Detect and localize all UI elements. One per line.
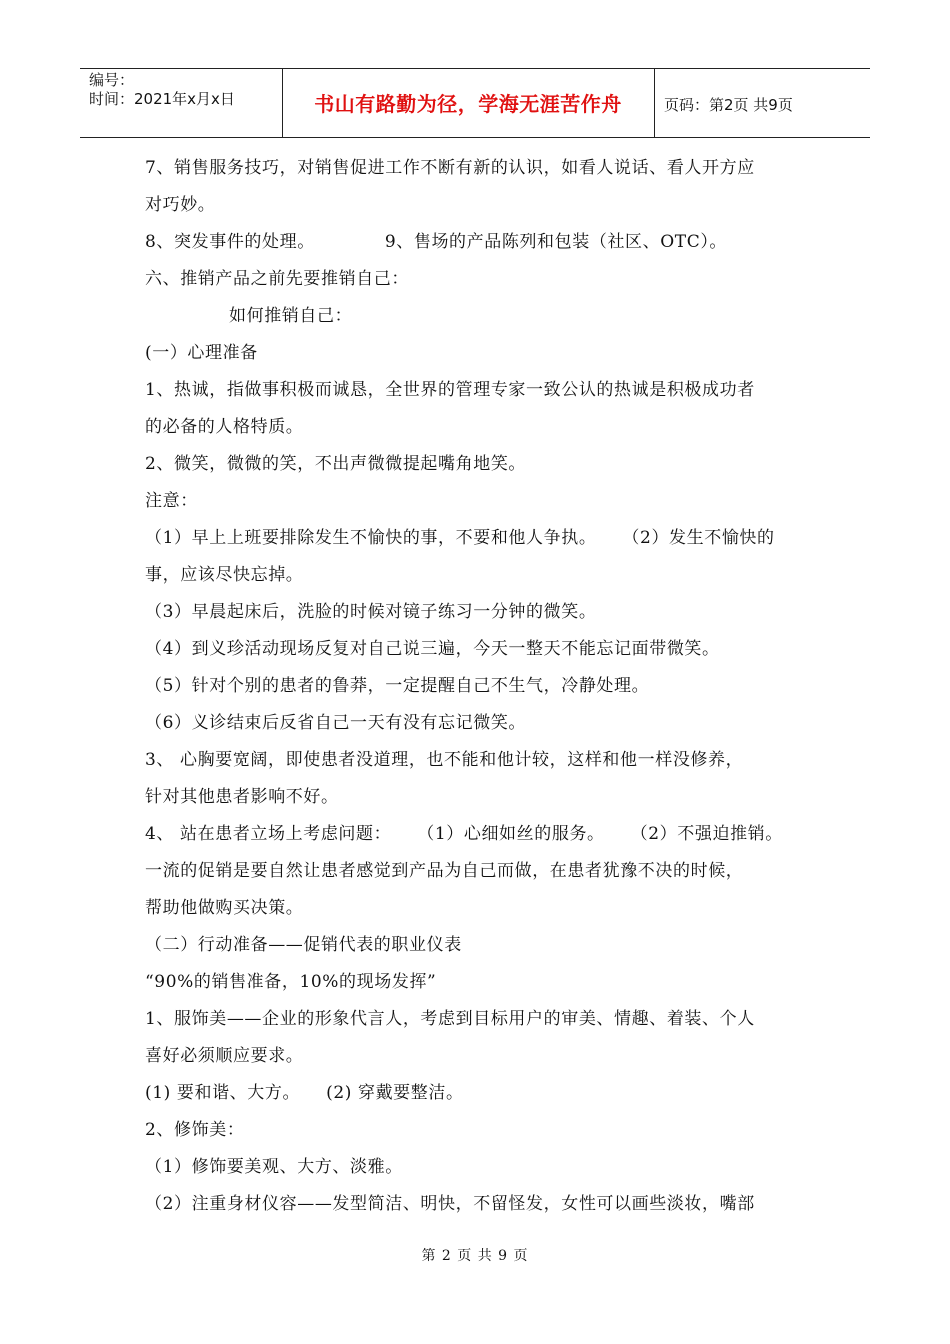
list-item: （6）义诊结束后反省自己一天有没有忘记微笑。: [145, 713, 527, 733]
list-item: (2) 穿戴要整洁。: [326, 1083, 464, 1103]
list-item: （1）心细如丝的服务。: [417, 824, 605, 844]
paragraph-line: 2、修饰美：: [145, 1120, 245, 1140]
list-item: （1）修饰要美观、大方、淡雅。: [145, 1157, 403, 1177]
note-heading: 注意：: [145, 491, 198, 511]
paragraph-line: 的必备的人格特质。: [145, 417, 304, 437]
paragraph-line: [145, 816, 813, 853]
quote-line: “90%的销售准备，10%的现场发挥”: [145, 972, 437, 992]
subsection-heading: （二）行动准备——促销代表的职业仪表: [145, 935, 462, 955]
page-header-table: [80, 68, 870, 138]
paragraph-line: 事，应该尽快忘掉。: [145, 565, 304, 585]
list-item: （3）早晨起床后，洗脸的时候对镜子练习一分钟的微笑。: [145, 602, 597, 622]
paragraph-line: 对巧妙。: [145, 195, 216, 215]
header-motto: 书山有路勤为径，学海无涯苦作舟: [314, 92, 622, 116]
paragraph-line: [145, 224, 813, 261]
list-item: （5）针对个别的患者的鲁莽，一定提醒自己不生气，冷静处理。: [145, 676, 650, 696]
page-footer: 第 2 页 共 9 页: [421, 1248, 529, 1264]
section-heading: 六、推销产品之前先要推销自己：: [145, 269, 409, 289]
header-meta-cell: [80, 69, 282, 137]
list-item: 8、突发事件的处理。: [145, 232, 315, 252]
subsection-heading: 如何推销自己：: [229, 306, 353, 326]
document-body: [145, 150, 813, 1223]
list-item: 9、售场的产品陈列和包装（社区、OTC）。: [384, 232, 728, 252]
paragraph-line: 3、 心胸要宽阔，即使患者没道理，也不能和他计较，这样和他一样没修养，: [145, 750, 744, 770]
header-page-info: 页码：第2页 共9页: [664, 96, 793, 114]
paragraph-line: 针对其他患者影响不好。: [145, 787, 339, 807]
header-divider: [654, 69, 655, 137]
subsection-heading: (一）心理准备: [145, 343, 258, 363]
list-item: (1) 要和谐、大方。: [145, 1083, 301, 1103]
paragraph-line: （2）注重身材仪容——发型简洁、明快，不留怪发，女性可以画些淡妆，嘴部: [145, 1194, 755, 1214]
list-item: （1）早上上班要排除发生不愉快的事，不要和他人争执。: [145, 528, 597, 548]
list-item: （2）不强迫推销。: [630, 824, 783, 844]
paragraph-line: 7、销售服务技巧，对销售促进工作不断有新的认识，如看人说话、看人开方应: [145, 158, 755, 178]
paragraph-line: 喜好必须顺应要求。: [145, 1046, 304, 1066]
list-item: （4）到义珍活动现场反复对自己说三遍，今天一整天不能忘记面带微笑。: [145, 639, 720, 659]
paragraph-line: [145, 520, 813, 557]
paragraph-line: 一流的促销是要自然让患者感觉到产品为自己而做，在患者犹豫不决的时候，: [145, 861, 744, 881]
paragraph-line: 1、服饰美——企业的形象代言人，考虑到目标用户的审美、情趣、着装、个人: [145, 1009, 755, 1029]
list-item: 4、 站在患者立场上考虑问题：: [145, 824, 392, 844]
document-time-label: 时间：2021年x月x日: [89, 90, 235, 108]
paragraph-line: [145, 1075, 813, 1112]
paragraph-line: 帮助他做购买决策。: [145, 898, 304, 918]
paragraph-line: 1、热诚，指做事积极而诚恳，全世界的管理专家一致公认的热诚是积极成功者: [145, 380, 755, 400]
document-number-label: 编号：: [89, 71, 135, 89]
list-item: （2）发生不愉快的: [622, 528, 775, 548]
paragraph-line: 2、微笑，微微的笑，不出声微微提起嘴角地笑。: [145, 454, 527, 474]
